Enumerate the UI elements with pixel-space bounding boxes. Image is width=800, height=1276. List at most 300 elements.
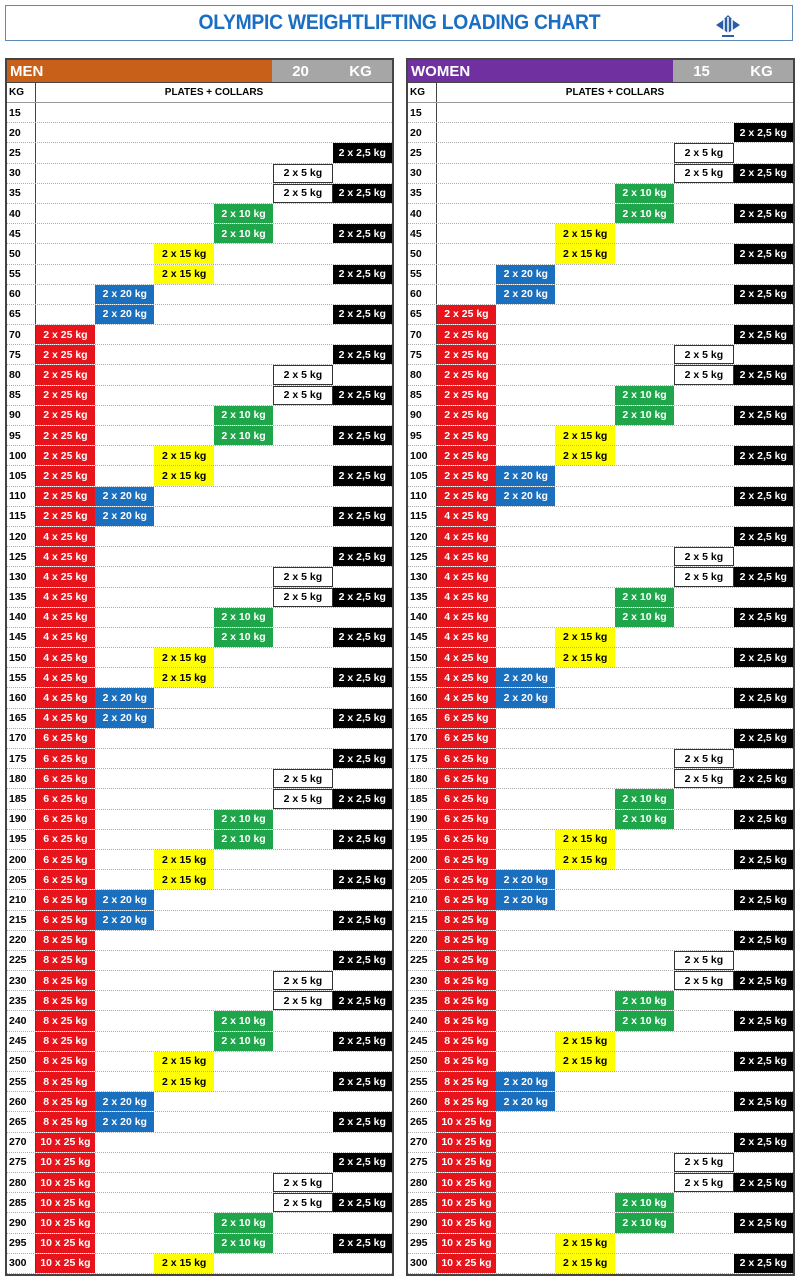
plate-2-5kg-cell: 2 x 2,5 kg <box>734 971 793 990</box>
plate-15kg-cell <box>154 305 213 324</box>
plate-5kg-cell <box>674 1133 733 1152</box>
plate-5kg-cell <box>674 688 733 707</box>
plate-5kg-cell: 2 x 5 kg <box>273 365 332 384</box>
table-row <box>408 1133 793 1153</box>
plate-25kg-cell: 6 x 25 kg <box>437 729 496 748</box>
plate-5kg-cell <box>273 224 332 243</box>
row-weight: 15 <box>7 103 36 122</box>
plate-5kg-cell <box>674 507 733 526</box>
plate-5kg-cell: 2 x 5 kg <box>273 789 332 808</box>
row-weight: 280 <box>408 1173 437 1192</box>
plate-25kg-cell: 8 x 25 kg <box>437 931 496 950</box>
plate-25kg-cell: 8 x 25 kg <box>36 1011 95 1030</box>
plate-2-5kg-cell <box>333 1133 392 1152</box>
row-weight: 210 <box>408 890 437 909</box>
plate-15kg-cell: 2 x 15 kg <box>555 244 614 263</box>
plate-10kg-cell <box>615 709 674 728</box>
plate-20kg-cell <box>95 386 154 405</box>
plate-25kg-cell: 6 x 25 kg <box>437 890 496 909</box>
plate-15kg-cell <box>154 527 213 546</box>
table-row <box>7 769 392 789</box>
plate-25kg-cell: 6 x 25 kg <box>437 850 496 869</box>
plate-25kg-cell: 8 x 25 kg <box>437 1032 496 1051</box>
plate-20kg-cell <box>496 1032 555 1051</box>
plate-5kg-cell <box>674 810 733 829</box>
plate-15kg-cell: 2 x 15 kg <box>154 466 213 485</box>
table-row <box>7 487 392 507</box>
plate-15kg-cell: 2 x 15 kg <box>154 1072 213 1091</box>
plate-20kg-cell <box>496 1213 555 1232</box>
plate-2-5kg-cell: 2 x 2,5 kg <box>734 608 793 627</box>
row-weight: 65 <box>7 305 36 324</box>
plate-10kg-cell <box>214 1052 273 1071</box>
men-bar-weight <box>272 60 392 82</box>
plate-2-5kg-cell: 2 x 2,5 kg <box>333 1193 392 1212</box>
plate-25kg-cell: 4 x 25 kg <box>36 709 95 728</box>
plate-5kg-cell <box>674 244 733 263</box>
plate-5kg-cell <box>273 527 332 546</box>
table-row <box>408 487 793 507</box>
plate-15kg-cell <box>154 1011 213 1030</box>
plate-10kg-cell <box>615 224 674 243</box>
table-row <box>7 567 392 587</box>
plate-15kg-cell <box>555 325 614 344</box>
plate-5kg-cell <box>674 628 733 647</box>
plate-5kg-cell <box>273 668 332 687</box>
plate-2-5kg-cell: 2 x 2,5 kg <box>734 1052 793 1071</box>
bar-weight-unit: KG <box>349 62 372 80</box>
plate-15kg-cell <box>154 608 213 627</box>
plate-5kg-cell <box>273 345 332 364</box>
plate-20kg-cell <box>496 1254 555 1273</box>
plate-20kg-cell <box>95 1052 154 1071</box>
row-weight: 60 <box>408 285 437 304</box>
plate-2-5kg-cell <box>333 527 392 546</box>
plate-15kg-cell <box>555 608 614 627</box>
plate-5kg-cell <box>273 103 332 122</box>
row-weight: 80 <box>408 365 437 384</box>
row-weight: 15 <box>408 103 437 122</box>
table-row <box>408 184 793 204</box>
plate-5kg-cell: 2 x 5 kg <box>674 547 733 566</box>
plate-15kg-cell: 2 x 15 kg <box>555 1234 614 1253</box>
plate-15kg-cell <box>555 365 614 384</box>
row-weight: 50 <box>7 244 36 263</box>
plate-15kg-cell <box>154 103 213 122</box>
row-weight: 205 <box>7 870 36 889</box>
plate-5kg-cell <box>674 1213 733 1232</box>
plate-10kg-cell <box>214 1153 273 1172</box>
table-row <box>408 547 793 567</box>
plate-25kg-cell: 4 x 25 kg <box>36 567 95 586</box>
plate-15kg-cell: 2 x 15 kg <box>555 830 614 849</box>
table-row <box>7 789 392 809</box>
plate-10kg-cell <box>214 931 273 950</box>
plate-5kg-cell <box>674 204 733 223</box>
plate-20kg-cell: 2 x 20 kg <box>496 1072 555 1091</box>
plate-20kg-cell <box>496 103 555 122</box>
plate-15kg-cell <box>154 1234 213 1253</box>
plate-10kg-cell <box>214 365 273 384</box>
plate-5kg-cell <box>273 911 332 930</box>
plate-5kg-cell <box>273 1133 332 1152</box>
plate-10kg-cell: 2 x 10 kg <box>615 1213 674 1232</box>
plate-20kg-cell <box>95 164 154 183</box>
plate-2-5kg-cell: 2 x 2,5 kg <box>333 588 392 607</box>
plate-5kg-cell <box>674 224 733 243</box>
plate-2-5kg-cell: 2 x 2,5 kg <box>333 507 392 526</box>
plate-2-5kg-cell: 2 x 2,5 kg <box>734 406 793 425</box>
plate-20kg-cell <box>496 850 555 869</box>
table-row <box>408 527 793 547</box>
plate-20kg-cell <box>496 749 555 768</box>
row-weight: 295 <box>7 1234 36 1253</box>
plate-5kg-cell <box>674 729 733 748</box>
plate-2-5kg-cell <box>333 890 392 909</box>
plate-15kg-cell: 2 x 15 kg <box>555 446 614 465</box>
plate-10kg-cell <box>615 1254 674 1273</box>
row-weight: 115 <box>7 507 36 526</box>
row-weight: 160 <box>408 688 437 707</box>
table-row <box>7 1032 392 1052</box>
table-row <box>7 1213 392 1233</box>
plate-10kg-cell <box>214 386 273 405</box>
row-weight: 175 <box>7 749 36 768</box>
plate-2-5kg-cell <box>734 830 793 849</box>
plate-2-5kg-cell: 2 x 2,5 kg <box>333 951 392 970</box>
plate-20kg-cell <box>95 345 154 364</box>
table-row <box>7 1173 392 1193</box>
plate-15kg-cell <box>555 184 614 203</box>
plate-25kg-cell: 8 x 25 kg <box>36 1072 95 1091</box>
plate-25kg-cell: 4 x 25 kg <box>36 527 95 546</box>
plate-10kg-cell <box>615 890 674 909</box>
plate-15kg-cell <box>555 507 614 526</box>
plate-20kg-cell <box>496 224 555 243</box>
table-row <box>408 285 793 305</box>
plate-20kg-cell <box>95 123 154 142</box>
row-weight: 95 <box>7 426 36 445</box>
plate-20kg-cell <box>95 224 154 243</box>
plate-20kg-cell: 2 x 20 kg <box>496 668 555 687</box>
plate-5kg-cell <box>674 386 733 405</box>
plate-20kg-cell <box>95 265 154 284</box>
plate-10kg-cell <box>615 830 674 849</box>
plate-2-5kg-cell: 2 x 2,5 kg <box>734 204 793 223</box>
plate-25kg-cell: 6 x 25 kg <box>36 810 95 829</box>
plate-2-5kg-cell: 2 x 2,5 kg <box>333 345 392 364</box>
plate-5kg-cell: 2 x 5 kg <box>273 991 332 1010</box>
plate-2-5kg-cell: 2 x 2,5 kg <box>734 527 793 546</box>
plate-20kg-cell: 2 x 20 kg <box>95 285 154 304</box>
plate-15kg-cell: 2 x 15 kg <box>154 244 213 263</box>
plate-15kg-cell <box>154 224 213 243</box>
table-row <box>408 991 793 1011</box>
plate-5kg-cell <box>273 547 332 566</box>
plate-10kg-cell <box>615 507 674 526</box>
row-weight: 45 <box>408 224 437 243</box>
row-weight: 20 <box>408 123 437 142</box>
plate-20kg-cell <box>496 1011 555 1030</box>
row-weight: 150 <box>7 648 36 667</box>
plate-20kg-cell <box>95 527 154 546</box>
plate-5kg-cell: 2 x 5 kg <box>674 749 733 768</box>
plate-2-5kg-cell <box>734 1193 793 1212</box>
plate-2-5kg-cell: 2 x 2,5 kg <box>734 1092 793 1111</box>
plate-25kg-cell: 2 x 25 kg <box>437 305 496 324</box>
plate-25kg-cell: 10 x 25 kg <box>36 1213 95 1232</box>
table-row <box>408 810 793 830</box>
plate-5kg-cell <box>273 1052 332 1071</box>
table-row <box>7 446 392 466</box>
plate-2-5kg-cell: 2 x 2,5 kg <box>333 1072 392 1091</box>
plate-20kg-cell <box>95 1173 154 1192</box>
plates-header: PLATES + COLLARS <box>164 87 264 98</box>
plate-5kg-cell <box>674 911 733 930</box>
plate-10kg-cell <box>214 951 273 970</box>
plate-5kg-cell <box>674 103 733 122</box>
row-weight: 35 <box>408 184 437 203</box>
plate-15kg-cell <box>154 911 213 930</box>
plate-20kg-cell <box>95 184 154 203</box>
row-weight: 130 <box>7 567 36 586</box>
plate-10kg-cell <box>214 749 273 768</box>
row-weight: 75 <box>7 345 36 364</box>
plate-10kg-cell <box>615 1052 674 1071</box>
plate-2-5kg-cell <box>734 1153 793 1172</box>
table-row <box>408 1032 793 1052</box>
plate-5kg-cell: 2 x 5 kg <box>273 588 332 607</box>
plate-20kg-cell <box>95 789 154 808</box>
plate-15kg-cell <box>154 1213 213 1232</box>
plate-25kg-cell <box>36 204 95 223</box>
plate-20kg-cell <box>95 1234 154 1253</box>
row-weight: 20 <box>7 123 36 142</box>
plate-15kg-cell <box>555 1193 614 1212</box>
table-row <box>408 224 793 244</box>
plate-15kg-cell <box>555 1133 614 1152</box>
table-row <box>7 1072 392 1092</box>
row-weight: 250 <box>7 1052 36 1071</box>
table-row <box>408 870 793 890</box>
plate-25kg-cell: 4 x 25 kg <box>437 567 496 586</box>
plate-5kg-cell <box>273 608 332 627</box>
table-row <box>408 1254 793 1274</box>
plate-20kg-cell <box>95 769 154 788</box>
table-row <box>408 789 793 809</box>
plate-10kg-cell <box>214 688 273 707</box>
plate-2-5kg-cell <box>734 547 793 566</box>
plate-2-5kg-cell <box>333 1173 392 1192</box>
plate-20kg-cell <box>496 547 555 566</box>
row-weight: 250 <box>408 1052 437 1071</box>
plate-20kg-cell <box>496 143 555 162</box>
row-weight: 170 <box>408 729 437 748</box>
plate-2-5kg-cell <box>734 749 793 768</box>
plate-25kg-cell: 8 x 25 kg <box>36 971 95 990</box>
table-row <box>7 1092 392 1112</box>
plate-20kg-cell <box>496 204 555 223</box>
row-weight: 75 <box>408 345 437 364</box>
plate-10kg-cell <box>615 365 674 384</box>
plate-25kg-cell: 4 x 25 kg <box>36 688 95 707</box>
plate-20kg-cell <box>95 143 154 162</box>
plate-15kg-cell <box>154 123 213 142</box>
table-row <box>408 1011 793 1031</box>
plate-2-5kg-cell <box>333 123 392 142</box>
table-row <box>7 406 392 426</box>
plate-2-5kg-cell: 2 x 2,5 kg <box>734 487 793 506</box>
row-weight: 240 <box>408 1011 437 1030</box>
plate-20kg-cell <box>496 729 555 748</box>
plate-15kg-cell <box>154 991 213 1010</box>
plate-2-5kg-cell <box>734 1234 793 1253</box>
table-row <box>7 588 392 608</box>
row-weight: 165 <box>408 709 437 728</box>
plate-25kg-cell: 10 x 25 kg <box>36 1153 95 1172</box>
plate-10kg-cell: 2 x 10 kg <box>214 1213 273 1232</box>
plate-15kg-cell <box>555 951 614 970</box>
plate-5kg-cell <box>273 1032 332 1051</box>
plate-10kg-cell: 2 x 10 kg <box>615 386 674 405</box>
table-row <box>7 426 392 446</box>
table-row <box>7 991 392 1011</box>
plate-25kg-cell: 8 x 25 kg <box>437 911 496 930</box>
table-row <box>7 244 392 264</box>
plate-20kg-cell <box>95 103 154 122</box>
plate-25kg-cell: 4 x 25 kg <box>36 588 95 607</box>
table-row <box>408 749 793 769</box>
plate-5kg-cell: 2 x 5 kg <box>674 365 733 384</box>
row-weight: 260 <box>408 1092 437 1111</box>
women-label: WOMEN <box>408 60 673 82</box>
row-weight: 205 <box>408 870 437 889</box>
plate-10kg-cell <box>214 971 273 990</box>
plate-2-5kg-cell <box>333 1092 392 1111</box>
row-weight: 125 <box>408 547 437 566</box>
table-row <box>7 285 392 305</box>
plate-15kg-cell <box>555 688 614 707</box>
plate-5kg-cell <box>674 648 733 667</box>
table-row <box>408 103 793 123</box>
plate-2-5kg-cell <box>734 265 793 284</box>
table-row <box>7 527 392 547</box>
plate-25kg-cell <box>36 123 95 142</box>
plate-15kg-cell <box>555 466 614 485</box>
plate-20kg-cell: 2 x 20 kg <box>496 285 555 304</box>
plate-20kg-cell <box>496 789 555 808</box>
plate-2-5kg-cell: 2 x 2,5 kg <box>333 143 392 162</box>
row-weight: 90 <box>7 406 36 425</box>
plate-15kg-cell <box>555 1072 614 1091</box>
plate-20kg-cell <box>95 588 154 607</box>
plate-25kg-cell <box>36 265 95 284</box>
table-row <box>7 1234 392 1254</box>
plate-25kg-cell: 2 x 25 kg <box>36 345 95 364</box>
row-weight: 175 <box>408 749 437 768</box>
plate-20kg-cell <box>95 1193 154 1212</box>
plate-20kg-cell <box>496 305 555 324</box>
plate-5kg-cell <box>674 1193 733 1212</box>
plate-25kg-cell: 2 x 25 kg <box>36 325 95 344</box>
plate-5kg-cell <box>674 184 733 203</box>
plate-10kg-cell <box>214 507 273 526</box>
row-weight: 135 <box>7 588 36 607</box>
plate-20kg-cell <box>95 204 154 223</box>
plate-2-5kg-cell <box>333 1213 392 1232</box>
plate-10kg-cell <box>214 911 273 930</box>
plate-2-5kg-cell: 2 x 2,5 kg <box>734 1254 793 1273</box>
table-row <box>7 810 392 830</box>
plate-5kg-cell <box>674 830 733 849</box>
plate-25kg-cell <box>36 224 95 243</box>
table-row <box>7 850 392 870</box>
plate-25kg-cell: 6 x 25 kg <box>36 911 95 930</box>
plate-10kg-cell <box>214 1092 273 1111</box>
plate-5kg-cell <box>273 1234 332 1253</box>
plate-10kg-cell: 2 x 10 kg <box>214 224 273 243</box>
plate-15kg-cell <box>154 406 213 425</box>
plate-10kg-cell <box>615 325 674 344</box>
plate-2-5kg-cell <box>734 911 793 930</box>
plate-25kg-cell: 4 x 25 kg <box>36 547 95 566</box>
plate-10kg-cell <box>214 1254 273 1273</box>
plate-15kg-cell <box>555 870 614 889</box>
row-weight: 55 <box>7 265 36 284</box>
plate-10kg-cell <box>214 143 273 162</box>
plate-25kg-cell: 6 x 25 kg <box>437 749 496 768</box>
plate-15kg-cell <box>154 567 213 586</box>
row-weight: 255 <box>7 1072 36 1091</box>
plate-10kg-cell <box>214 487 273 506</box>
plate-20kg-cell: 2 x 20 kg <box>496 466 555 485</box>
plate-2-5kg-cell <box>333 648 392 667</box>
table-row <box>408 729 793 749</box>
plate-10kg-cell: 2 x 10 kg <box>615 588 674 607</box>
row-weight: 225 <box>7 951 36 970</box>
plate-2-5kg-cell <box>333 931 392 950</box>
plate-10kg-cell <box>214 789 273 808</box>
table-row <box>408 265 793 285</box>
plate-10kg-cell <box>615 547 674 566</box>
table-row <box>7 507 392 527</box>
plate-25kg-cell: 8 x 25 kg <box>437 1072 496 1091</box>
table-row <box>7 1153 392 1173</box>
plate-5kg-cell <box>674 285 733 304</box>
plate-15kg-cell <box>154 365 213 384</box>
row-weight: 150 <box>408 648 437 667</box>
plate-5kg-cell <box>273 709 332 728</box>
row-weight: 190 <box>408 810 437 829</box>
plate-10kg-cell <box>214 265 273 284</box>
plate-15kg-cell: 2 x 15 kg <box>154 1254 213 1273</box>
plate-25kg-cell: 8 x 25 kg <box>36 951 95 970</box>
plate-25kg-cell: 6 x 25 kg <box>437 830 496 849</box>
plate-25kg-cell: 6 x 25 kg <box>437 789 496 808</box>
plate-15kg-cell <box>555 1213 614 1232</box>
plate-20kg-cell: 2 x 20 kg <box>496 265 555 284</box>
table-row <box>408 123 793 143</box>
plate-2-5kg-cell <box>333 1011 392 1030</box>
plate-5kg-cell: 2 x 5 kg <box>273 567 332 586</box>
plate-25kg-cell: 4 x 25 kg <box>437 507 496 526</box>
plate-2-5kg-cell <box>734 345 793 364</box>
table-row <box>7 265 392 285</box>
plate-2-5kg-cell <box>734 668 793 687</box>
table-row <box>7 325 392 345</box>
table-row <box>408 1052 793 1072</box>
plate-25kg-cell: 4 x 25 kg <box>437 628 496 647</box>
